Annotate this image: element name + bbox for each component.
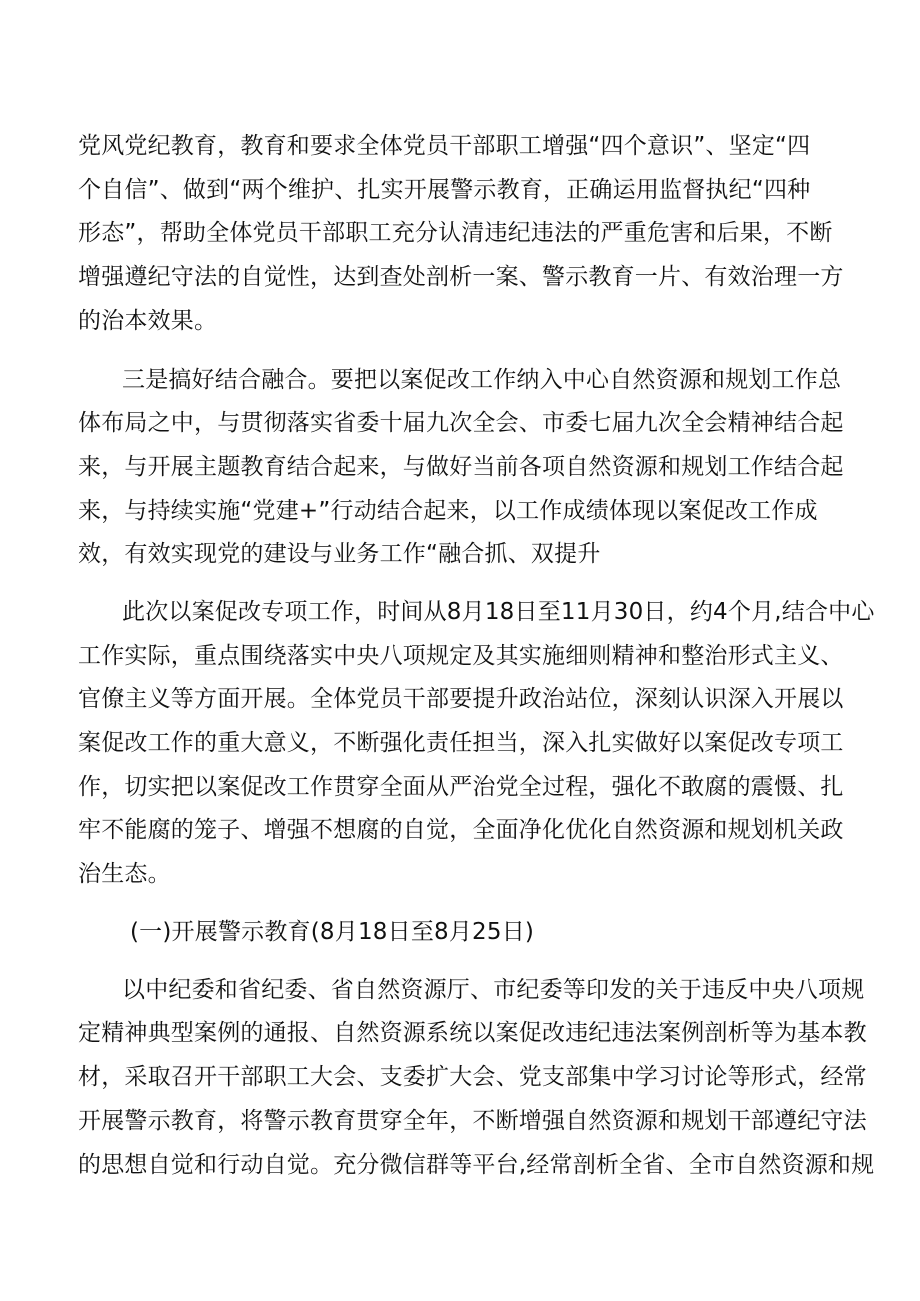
text-line: 牢不能腐的笼子、增强不想腐的自觉，全面净化优化自然资源和规划机关政 <box>78 817 844 843</box>
text-line: 此次以案促改专项工作，时间从8月18日至11月30日，约4个月,结合中心 <box>122 599 875 625</box>
text-line: 以中纪委和省纪委、省自然资源厅、市纪委等印发的关于违反中央八项规 <box>122 977 865 1003</box>
text-line: 作，切实把以案促改工作贯穿全面从严治党全过程，强化不敢腐的震慑、扎 <box>78 774 844 800</box>
text-line: 工作实际，重点围绕落实中央八项规定及其实施细则精神和整治形式主义、 <box>78 643 844 669</box>
text-line: 的思想自觉和行动自觉。充分微信群等平台,经常剖析全省、全市自然资源和规 <box>78 1152 875 1178</box>
text-line: 党风党纪教育，教育和要求全体党员干部职工增强“四个意识”、坚定“四 <box>78 133 811 159</box>
text-line: 案促改工作的重大意义，不断强化责任担当，深入扎实做好以案促改专项工 <box>78 730 844 756</box>
text-line: 效，有效实现党的建设与业务工作“融合抓、双提升 <box>78 541 601 567</box>
text-line: 治生态。 <box>78 861 171 887</box>
text-line: 增强遵纪守法的自觉性，达到查处剖析一案、警示教育一片、有效治理一方 <box>78 264 844 290</box>
text-line: 来，与开展主题教育结合起来，与做好当前各项自然资源和规划工作结合起 <box>78 454 844 480</box>
text-line: 开展警示教育，将警示教育贯穿全年，不断增强自然资源和规划干部遵纪守法 <box>78 1108 867 1134</box>
text-line: 体布局之中，与贯彻落实省委十届九次全会、市委七届九次全会精神结合起 <box>78 410 844 436</box>
heading-text: (一)开展警示教育(8月18日至8月25日) <box>130 919 535 945</box>
text-line: 定精神典型案例的通报、自然资源系统以案促改违纪违法案例剖析等为基本教 <box>78 1020 867 1046</box>
text-line: 官僚主义等方面开展。全体党员干部要提升政治站位，深刻认识深入开展以 <box>78 686 844 712</box>
text-line: 三是搞好结合融合。要把以案促改工作纳入中心自然资源和规划工作总 <box>122 367 842 393</box>
text-line: 材，采取召开干部职工大会、支委扩大会、党支部集中学习讨论等形式，经常 <box>78 1064 867 1090</box>
text-line: 的治本效果。 <box>78 308 218 334</box>
text-line: 个自信”、做到“两个维护、扎实开展警示教育，正确运用监督执纪“四种 <box>78 177 811 203</box>
text-line: 形态”，帮助全体党员干部职工充分认清违纪违法的严重危害和后果，不断 <box>78 220 833 246</box>
text-line: 来，与持续实施“党建+”行动结合起来，以工作成绩体现以案促改工作成 <box>78 498 818 524</box>
